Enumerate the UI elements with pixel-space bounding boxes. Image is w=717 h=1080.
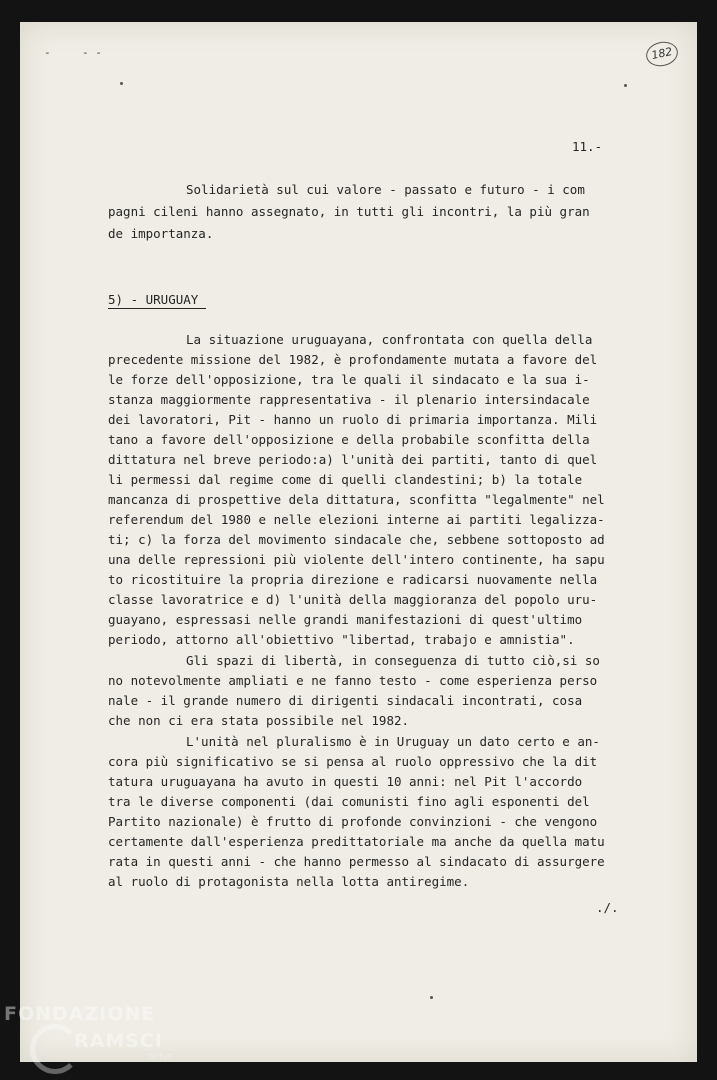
text-line: periodo, attorno all'obiettivo "libertad, trabajo e amnistia". (108, 632, 575, 647)
text-line: to ricostituire la propria direzione e radicarsi nuovamente nella (108, 572, 598, 587)
watermark-line2: RAMSCI (74, 1030, 163, 1052)
text-line: classe lavoratrice e d) l'unità della maggioranza del popolo uru- (108, 592, 598, 607)
text-line: L'unità nel pluralismo è in Uruguay un dato certo e an- (186, 734, 600, 749)
text-line: tano a favore dell'opposizione e della probabile sconfitta della (108, 432, 590, 447)
text-line: precedente missione del 1982, è profondamente mutata a favore del (108, 352, 598, 367)
text-line: La situazione uruguayana, confrontata con quella della (186, 332, 593, 347)
text-line: de importanza. (108, 226, 214, 241)
text-line: che non ci era stata possibile nel 1982. (108, 713, 410, 728)
text-line: tra le diverse componenti (dai comunisti fino agli esponenti del (108, 794, 590, 809)
text-line: referendum del 1980 e nelle elezioni interne ai partiti legalizza- (108, 512, 605, 527)
text-line: dittatura nel breve periodo:a) l'unità dei partiti, tanto di quel (108, 452, 598, 467)
text-line: rata in questi anni - che hanno permesso al sindacato di assurgere (108, 854, 605, 869)
text-line: Solidarietà sul cui valore - passato e futuro - i com (186, 182, 585, 197)
continuation-mark: ./. (596, 900, 619, 915)
corner-mark: - (44, 46, 51, 59)
text-line: nale - il grande numero di dirigenti sindacali incontrati, cosa (108, 693, 583, 708)
text-line: al ruolo di protagonista nella lotta antiregime. (108, 874, 470, 889)
watermark-sub: onlus (148, 1052, 173, 1062)
text-line: dei lavoratori, Pit - hanno un ruolo di primaria importanza. Mili (108, 412, 598, 427)
text-line: ti; c) la forza del movimento sindacale che, sebbene sottoposto ad (108, 532, 605, 547)
text-line: stanza maggiormente rappresentativa - il plenario intersindacale (108, 392, 590, 407)
watermark-line1: FONDAZIONE (4, 1003, 156, 1025)
text-line: Gli spazi di libertà, in conseguenza di tutto ciò,si so (186, 653, 600, 668)
paper-speck (430, 996, 433, 999)
text-line: tatura uruguayana ha avuto in questi 10 anni: nel Pit l'accordo (108, 774, 583, 789)
corner-mark: - - (82, 46, 102, 59)
text-line: Partito nazionale) è frutto di profonde convinzioni - che vengono (108, 814, 598, 829)
text-line: cora più significativo se si pensa al ruolo oppressivo che la dit (108, 754, 598, 769)
heading-underline (108, 308, 206, 309)
text-line: li permessi dal regime come di quelli clandestini; b) la totale (108, 472, 583, 487)
text-line: no notevolmente ampliati e ne fanno testo - come esperienza perso (108, 673, 598, 688)
paper-speck (120, 82, 123, 85)
text-line: le forze dell'opposizione, tra le quali il sindacato e la sua i- (108, 372, 590, 387)
text-line: pagni cileni hanno assegnato, in tutti gli incontri, la più gran (108, 204, 590, 219)
text-line: una delle repressioni più violente dell'intero continente, ha sapu (108, 552, 605, 567)
archive-stamp-number: 182 (644, 39, 680, 69)
text-line: certamente dall'esperienza predittatoriale ma anche da quella matu (108, 834, 605, 849)
text-line: mancanza di prospettive dela dittatura, sconfitta "legalmente" nel (108, 492, 605, 507)
section-heading: 5) - URUGUAY (108, 292, 199, 307)
page-number: 11.- (572, 139, 603, 154)
paper-speck (624, 84, 627, 87)
gramsci-logo-icon (30, 1024, 80, 1074)
text-line: guayano, espressasi nelle grandi manifestazioni di quest'ultimo (108, 612, 583, 627)
